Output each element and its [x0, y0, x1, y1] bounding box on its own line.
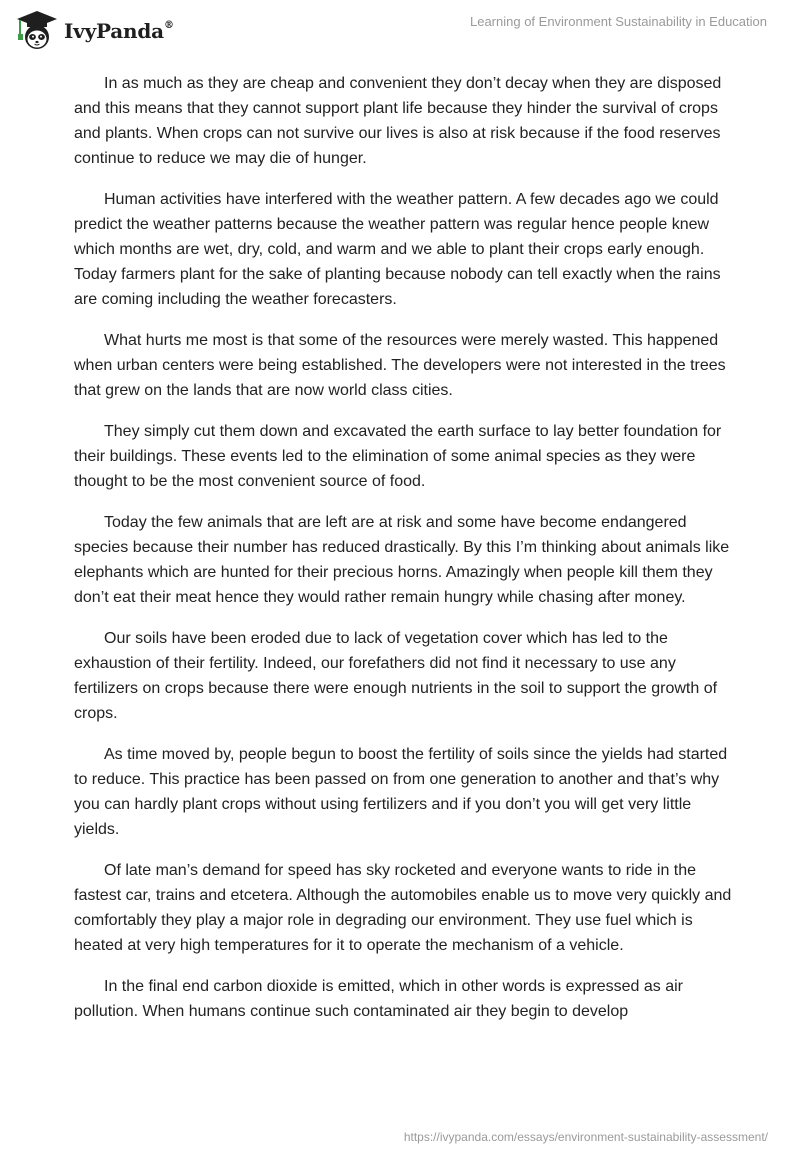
brand-logo[interactable] — [15, 10, 174, 50]
brand-name: IvyPanda® — [64, 19, 174, 43]
panda-logo-icon — [15, 10, 59, 50]
essay-body — [74, 71, 734, 1040]
document-title: Learning of Environment Sustainability in Education — [469, 14, 767, 29]
paragraph: In the final end carbon dioxide is emitted, which in other words is expressed as air pollution. When humans continue such contaminated air they begin to develop — [74, 978, 683, 1020]
paragraph: What hurts me most is that some of the resources were merely wasted. This happened when urban centers were being established. The developers were not interested in the trees that grew on the lands that are now world class cities. — [74, 332, 726, 399]
paragraph: As time moved by, people begun to boost the fertility of soils since the yields had started to reduce. This practice has been passed on from one generation to another and that’s why you can hardly plant crops without using fertilizers and if you don’t you will get very little yields. — [74, 746, 728, 838]
paragraph: Our soils have been eroded due to lack of vegetation cover which has led to the exhaustion of their fertility. Indeed, our forefathers did not find it necessary to use any fertilizers on crops because there were enough nutrients in the soil to support the growth of crops. — [74, 630, 718, 722]
source-url[interactable]: https://ivypanda.com/essays/environment-sustainability-assessment/ — [403, 1130, 768, 1144]
paragraph: Of late man’s demand for speed has sky rocketed and everyone wants to ride in the fastest car, trains and etcetera. Although the automobiles enable us to move very quickly and comfortably they play a major role in degrading our environment. They use fuel which is heated at very high temperatures for it to operate the mechanism of a vehicle. — [74, 862, 732, 954]
paragraph: Today the few animals that are left are at risk and some have become endangered species because their number has reduced drastically. By this I’m thinking about animals like elephants which are hunted for their precious horns. Amazingly when people kill them they don’t eat their meat hence they would rather remain hungry while chasing after money. — [74, 514, 730, 606]
page-header — [0, 0, 800, 64]
paragraph: In as much as they are cheap and convenient they don’t decay when they are disposed and this means that they cannot support plant life because they hinder the survival of crops and plants. When crops can not survive our lives is also at risk because if the food reserves continue to reduce we may die of hunger. — [74, 75, 722, 167]
paragraph: They simply cut them down and excavated the earth surface to lay better foundation for their buildings. These events led to the elimination of some animal species as they were thought to be the most convenient source of food. — [74, 423, 722, 490]
paragraph: Human activities have interfered with the weather pattern. A few decades ago we could predict the weather patterns because the weather pattern was regular hence people knew which months are wet, dry, cold, and warm and we able to plant their crops early enough. Today farmers plant for the sake of planting because nobody can tell exactly when the rains are coming including the weather forecasters. — [74, 191, 721, 308]
